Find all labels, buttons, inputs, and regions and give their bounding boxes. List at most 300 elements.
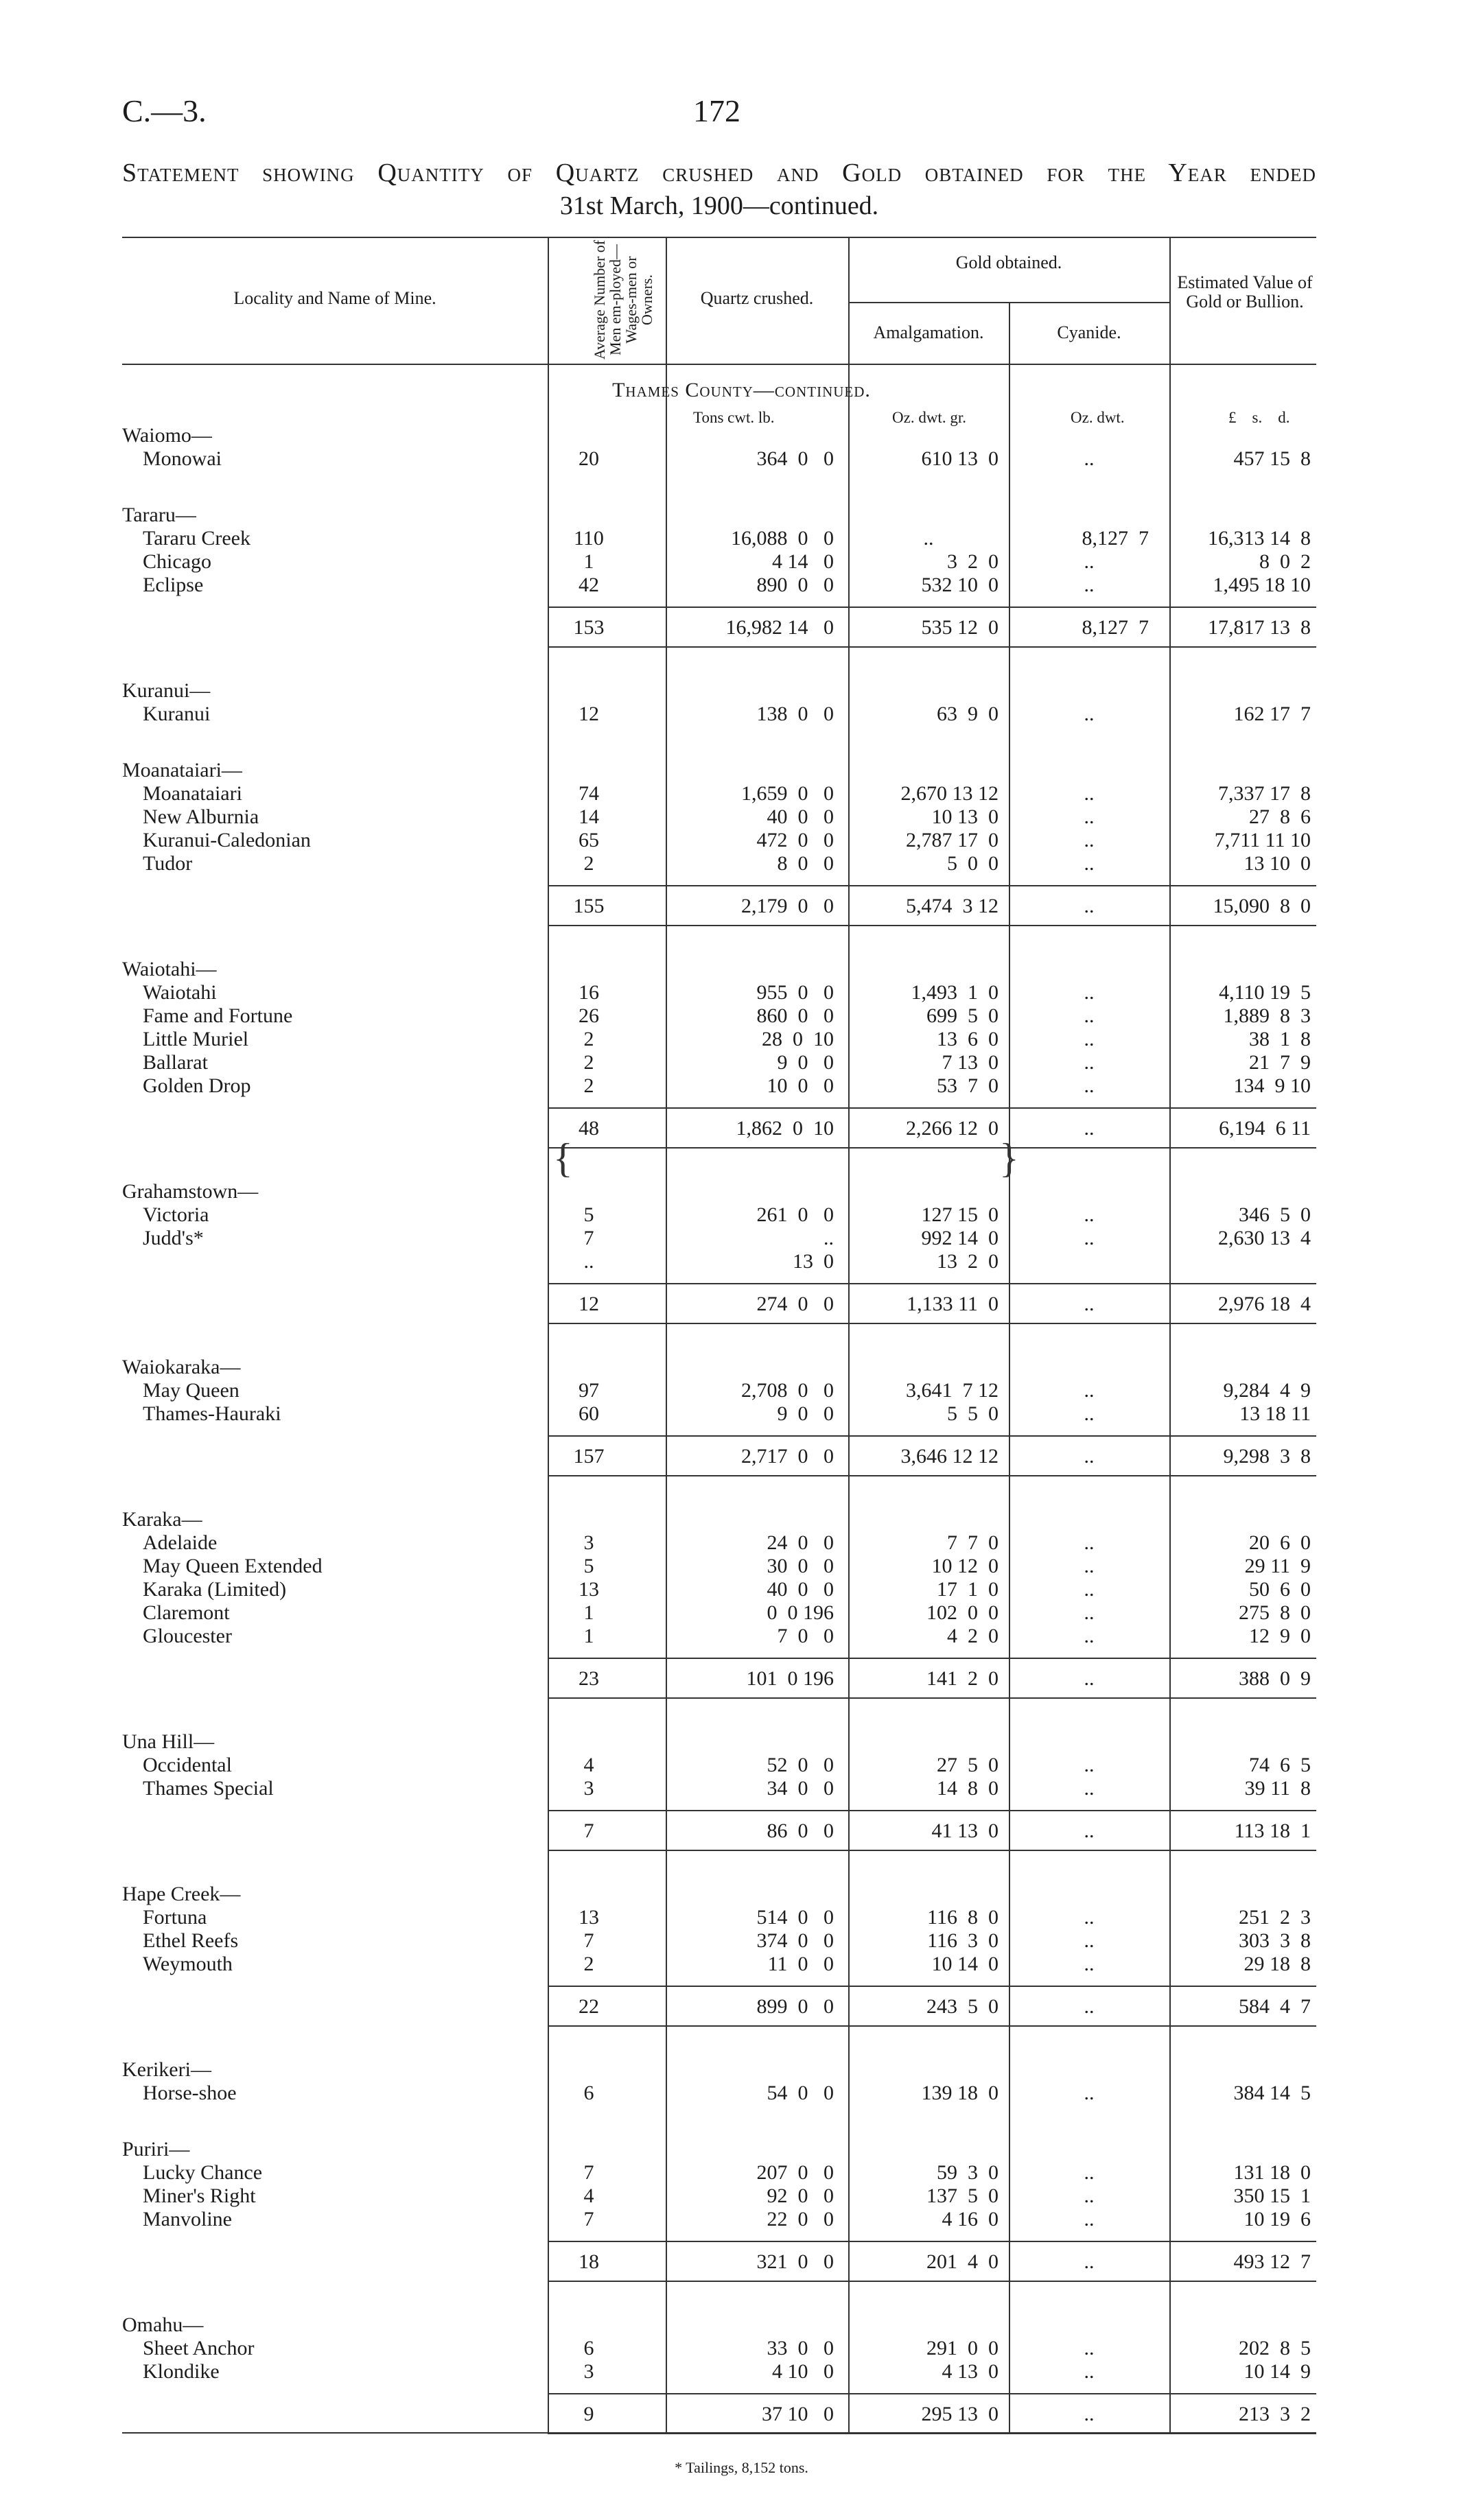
subtotal-rule	[548, 1658, 1316, 1659]
subtotal-row-cyanide: ..	[1084, 1667, 1095, 1690]
mine-row-men: 20	[579, 447, 599, 470]
footnote: * Tailings, 8,152 tons.	[675, 2459, 808, 2476]
mine-row-quartz: 207 0 0	[756, 2161, 834, 2184]
mine-name: Lucky Chance	[143, 2161, 263, 2184]
mine-name: Fortuna	[143, 1906, 207, 1929]
mine-row-men: 7	[583, 2161, 594, 2184]
mine-row-cyanide: ..	[1084, 1074, 1095, 1097]
group-heading: Kerikeri—	[122, 2058, 211, 2081]
group-heading: Moanataiari—	[122, 759, 242, 781]
mine-row-amalgamation: 1,493 1 0	[911, 981, 999, 1004]
units-cyanide: Oz. dwt.	[1071, 409, 1125, 426]
mine-name: May Queen	[143, 1379, 240, 1402]
subtotal-row-men: 12	[579, 1293, 599, 1315]
mine-row-cyanide: ..	[1084, 782, 1095, 805]
mine-row-quartz: 955 0 0	[756, 981, 834, 1004]
mine-row-quartz: 40 0 0	[767, 1578, 834, 1601]
subtotal-row-amalgamation: 3,646 12 12	[900, 1445, 999, 1468]
mine-row-value: 8 0 2	[1259, 550, 1311, 573]
subtotal-row-men: 22	[579, 1995, 599, 2018]
subtotal-row-quartz: 86 0 0	[767, 1820, 834, 1842]
header-bottom-rule	[122, 364, 1316, 365]
mine-row-cyanide: ..	[1084, 2360, 1095, 2383]
mine-row-cyanide: ..	[1084, 1625, 1095, 1647]
mine-row-value: 50 6 0	[1249, 1578, 1311, 1601]
subtotal-rule-bottom	[548, 1147, 1316, 1149]
mine-row-men: 2	[583, 1074, 594, 1097]
mine-row-men: 7	[583, 1929, 594, 1952]
mine-row-men: 13	[579, 1906, 599, 1929]
mine-row-quartz: 4 10 0	[772, 2360, 834, 2383]
statement-title	[122, 158, 1316, 188]
mine-row-quartz: 860 0 0	[756, 1004, 834, 1027]
subtotal-row-value: 388 0 9	[1239, 1667, 1311, 1690]
mine-row-amalgamation: 10 12 0	[931, 1555, 999, 1577]
subtotal-row-value: 113 18 1	[1234, 1820, 1311, 1842]
subtotal-row-cyanide: ..	[1084, 1995, 1095, 2018]
mine-row-amalgamation: 10 14 0	[931, 1953, 999, 1975]
mine-row-men: 74	[579, 782, 599, 805]
col-rule-2	[666, 237, 667, 2432]
header-amalgamation: Amalgamation.	[873, 322, 984, 342]
subtotal-row-quartz: 274 0 0	[756, 1293, 834, 1315]
subtotal-row-amalgamation: 2,266 12 0	[906, 1117, 999, 1140]
mine-row-cyanide: ..	[1084, 550, 1095, 573]
mine-row-men: 97	[579, 1379, 599, 1402]
mine-name: Chicago	[143, 550, 211, 573]
subtotal-row-men: 9	[583, 2403, 594, 2425]
mine-row-value: 4,110 19 5	[1219, 981, 1311, 1004]
mine-row-quartz: 9 0 0	[777, 1051, 834, 1074]
subtotal-rule-bottom	[548, 1850, 1316, 1851]
mine-row-value: 384 14 5	[1233, 2082, 1311, 2104]
statement-subtitle: 31st March, 1900—continued.	[559, 191, 879, 220]
mine-row-cyanide: ..	[1084, 1754, 1095, 1776]
mine-row-men: 26	[579, 1004, 599, 1027]
mine-row-value: 74 6 5	[1249, 1754, 1311, 1776]
mine-row-men: 7	[583, 2208, 594, 2230]
group-heading: Waiokaraka—	[122, 1356, 241, 1378]
mine-row-men: 42	[579, 574, 599, 596]
mine-row-amalgamation: 14 8 0	[937, 1777, 999, 1800]
mine-row-quartz: 4 14 0	[772, 550, 834, 573]
mine-row-cyanide: ..	[1084, 1379, 1095, 1402]
statement-title-text: Statement showing Quantity of Quartz crushed and Gold obtained for the Year ended	[122, 158, 1316, 187]
mine-row-quartz: 2,708 0 0	[741, 1379, 834, 1402]
mine-row-amalgamation: 3 2 0	[947, 550, 999, 573]
mine-row-amalgamation: 17 1 0	[937, 1578, 999, 1601]
mine-row-quartz: 8 0 0	[777, 852, 834, 875]
subtotal-row-amalgamation: 141 2 0	[926, 1667, 999, 1690]
mine-row-value: 275 8 0	[1239, 1601, 1311, 1624]
mine-name: Judd's*	[143, 1227, 204, 1249]
mine-row-men: 3	[583, 2360, 594, 2383]
subtotal-row-cyanide: ..	[1084, 2250, 1095, 2273]
mine-row-amalgamation: 59 3 0	[937, 2161, 999, 2184]
mine-row-quartz: 9 0 0	[777, 1402, 834, 1425]
mine-row-amalgamation: 7 7 0	[947, 1531, 999, 1554]
mine-row-value: 251 2 3	[1239, 1906, 1311, 1929]
header-estimated-value: Estimated Value of Gold or Bullion.	[1177, 272, 1313, 311]
subtotal-row-cyanide: ..	[1084, 1445, 1095, 1468]
mine-row-quartz: 33 0 0	[767, 2337, 834, 2359]
mine-row-cyanide: ..	[1084, 1601, 1095, 1624]
subtotal-rule	[548, 1435, 1316, 1437]
subtotal-row-quartz: 321 0 0	[756, 2250, 834, 2273]
mine-row-men: 5	[583, 1203, 594, 1226]
mine-row-value: 303 3 8	[1239, 1929, 1311, 1952]
subtotal-rule	[548, 2241, 1316, 2242]
mine-row-value: 457 15 8	[1233, 447, 1311, 470]
units-value: £ s. d.	[1228, 409, 1290, 426]
subtotal-row-quartz: 2,179 0 0	[741, 895, 834, 917]
mine-name: Klondike	[143, 2360, 220, 2383]
mine-name: Ethel Reefs	[143, 1929, 239, 1952]
mine-row-men: 2	[583, 1051, 594, 1074]
mine-row-men: 5	[583, 1555, 594, 1577]
group-heading: Una Hill—	[122, 1730, 215, 1753]
subtotal-row-amalgamation: 1,133 11 0	[907, 1293, 999, 1315]
mine-row-cyanide: ..	[1084, 852, 1095, 875]
mine-row-cyanide: ..	[1084, 2161, 1095, 2184]
subtotal-row-value: 17,817 13 8	[1208, 616, 1311, 639]
mine-row-value: 1,889 8 3	[1223, 1004, 1311, 1027]
mine-row-amalgamation: 13 6 0	[937, 1028, 999, 1050]
mine-row-quartz: 7 0 0	[777, 1625, 834, 1647]
mine-row-quartz: 24 0 0	[767, 1531, 834, 1554]
mine-row-amalgamation: 10 13 0	[931, 805, 999, 828]
mine-row-cyanide: ..	[1084, 703, 1095, 725]
county-heading	[0, 379, 1483, 402]
units-amalgamation: Oz. dwt. gr.	[892, 409, 966, 426]
mine-row-value: 27 8 6	[1249, 805, 1311, 828]
subtotal-row-quartz: 16,982 14 0	[725, 616, 834, 639]
mine-row-quartz: 472 0 0	[756, 829, 834, 851]
mine-row-quartz: 0 0 196	[767, 1601, 834, 1624]
mine-row-value: 12 9 0	[1249, 1625, 1311, 1647]
subtotal-row-quartz: 1,862 0 10	[736, 1117, 834, 1140]
mine-row-value: 29 11 9	[1244, 1555, 1311, 1577]
group-heading: Waiomo—	[122, 424, 212, 447]
table-top-rule	[122, 237, 1316, 238]
judds-left-brace: {	[553, 1135, 573, 1181]
mine-row-men: 6	[583, 2082, 594, 2104]
mine-row-value: 38 1 8	[1249, 1028, 1311, 1050]
mine-row-value: 10 14 9	[1243, 2360, 1311, 2383]
mine-row-value: 13 18 11	[1239, 1402, 1311, 1425]
mine-name: Moanataiari	[143, 782, 242, 805]
mine-name: Eclipse	[143, 574, 204, 596]
mine-row-value: 29 18 8	[1243, 1953, 1311, 1975]
subtotal-rule	[548, 607, 1316, 608]
mine-row-men: 1	[583, 1625, 594, 1647]
mine-row-amalgamation: 699 5 0	[926, 1004, 999, 1027]
subtotal-row-amalgamation: 243 5 0	[926, 1995, 999, 2018]
mine-row-value: 2,630 13 4	[1218, 1227, 1311, 1249]
mine-row-amalgamation: 291 0 0	[926, 2337, 999, 2359]
mine-row-quartz: 11 0 0	[767, 1953, 834, 1975]
mine-row-cyanide: ..	[1084, 1578, 1095, 1601]
mine-row-cyanide: ..	[1084, 574, 1095, 596]
mine-row-cyanide: ..	[1084, 1929, 1095, 1952]
subtotal-rule-bottom	[548, 2025, 1316, 2027]
subtotal-row-amalgamation: 535 12 0	[921, 616, 999, 639]
mine-name: Occidental	[143, 1754, 232, 1776]
mine-name: Waiotahi	[143, 981, 217, 1004]
mine-row-value: 7,337 17 8	[1218, 782, 1311, 805]
mine-row-men: 4	[583, 1754, 594, 1776]
col-rule-3	[848, 237, 850, 2432]
mine-row-cyanide: ..	[1084, 447, 1095, 470]
header-quartz: Quartz crushed.	[700, 288, 814, 308]
mine-row-amalgamation: 53 7 0	[937, 1074, 999, 1097]
mine-name: Weymouth	[143, 1953, 233, 1975]
subtotal-row-amalgamation: 201 4 0	[926, 2250, 999, 2273]
mine-row-quartz: 22 0 0	[767, 2208, 834, 2230]
mine-row-value: 350 15 1	[1233, 2185, 1311, 2207]
units-quartz: Tons cwt. lb.	[693, 409, 775, 426]
mine-row-men: 13	[579, 1578, 599, 1601]
mine-row-value: 202 8 5	[1239, 2337, 1311, 2359]
mine-name: Fame and Fortune	[143, 1004, 293, 1027]
mine-row-cyanide: ..	[1084, 2337, 1095, 2359]
mine-row-amalgamation: 5 0 0	[947, 852, 999, 875]
mine-name: Sheet Anchor	[143, 2337, 255, 2359]
mine-row-amalgamation: 4 2 0	[947, 1625, 999, 1647]
mine-row-cyanide: ..	[1084, 1402, 1095, 1425]
mine-row-amalgamation: 2,670 13 12	[900, 782, 999, 805]
mine-row-amalgamation: 63 9 0	[937, 703, 999, 725]
mine-row-value: 162 17 7	[1233, 703, 1311, 725]
mine-row-men: 60	[579, 1402, 599, 1425]
mine-row-amalgamation: 610 13 0	[921, 447, 999, 470]
mine-name: Golden Drop	[143, 1074, 251, 1097]
mine-row-value: 7,711 11 10	[1214, 829, 1311, 851]
subtotal-row-men: 18	[579, 2250, 599, 2273]
subtotal-rule-bottom	[548, 1697, 1316, 1699]
subtotal-row-men: 155	[573, 895, 605, 917]
mine-row-amalgamation: 139 18 0	[921, 2082, 999, 2104]
mine-row-cyanide: ..	[1084, 1051, 1095, 1074]
mine-row-men: 3	[583, 1531, 594, 1554]
subtotal-rule-bottom	[548, 1323, 1316, 1324]
header-gold-obtained: Gold obtained.	[955, 252, 1062, 272]
county-heading-text: Thames County—continued.	[612, 379, 871, 401]
mine-row-quartz: 34 0 0	[767, 1777, 834, 1800]
mine-row-men: 3	[583, 1777, 594, 1800]
header-cyanide: Cyanide.	[1057, 322, 1121, 342]
subtotal-row-quartz: 899 0 0	[756, 1995, 834, 2018]
group-heading: Waiotahi—	[122, 958, 217, 980]
subtotal-row-value: 9,298 3 8	[1223, 1445, 1311, 1468]
mine-row-quartz: 92 0 0	[767, 2185, 834, 2207]
mine-row-amalgamation: 532 10 0	[921, 574, 999, 596]
mine-row-cyanide: ..	[1084, 829, 1095, 851]
mine-row-quartz: 16,088 0 0	[731, 527, 834, 550]
mine-row-cyanide: ..	[1084, 1906, 1095, 1929]
mine-name: Ballarat	[143, 1051, 208, 1074]
subtotal-row-men: 153	[573, 616, 605, 639]
mine-row-amalgamation: 116 8 0	[927, 1906, 999, 1929]
mine-name: Adelaide	[143, 1531, 218, 1554]
page-number: 172	[693, 93, 740, 128]
mine-name: Thames-Hauraki	[143, 1402, 281, 1425]
mine-row-quartz: 30 0 0	[767, 1555, 834, 1577]
mine-row-men: 6	[583, 2337, 594, 2359]
subtotal-row-value: 2,976 18 4	[1218, 1293, 1311, 1315]
header-men-cell	[548, 237, 666, 364]
report-code: C.—3.	[122, 93, 207, 128]
mine-row-quartz: 514 0 0	[756, 1906, 834, 1929]
mine-row-amalgamation: 3,641 7 12	[906, 1379, 999, 1402]
mine-row-cyanide: ..	[1084, 1227, 1095, 1249]
mine-row-amalgamation: 4 13 0	[942, 2360, 999, 2383]
mine-row-quartz: 10 0 0	[767, 1074, 834, 1097]
mine-name: New Alburnia	[143, 805, 259, 828]
subtotal-rule	[548, 1107, 1316, 1109]
mine-row-cyanide: ..	[1084, 1004, 1095, 1027]
col-rule-5	[1169, 237, 1171, 2432]
subtotal-rule	[548, 1986, 1316, 1987]
mine-name: Manvoline	[143, 2208, 232, 2230]
mine-name: Tudor	[143, 852, 193, 875]
mine-row-amalgamation: 2,787 17 0	[906, 829, 999, 851]
mine-row-cyanide: ..	[1084, 1531, 1095, 1554]
mine-row-men: 2	[583, 852, 594, 875]
col-rule-1	[548, 237, 549, 2432]
subtotal-rule-bottom	[548, 1475, 1316, 1476]
mine-row-value: 9,284 4 9	[1223, 1379, 1311, 1402]
mine-name: Karaka (Limited)	[143, 1578, 287, 1601]
mine-row-cyanide: ..	[1084, 805, 1095, 828]
subtotal-row-cyanide: ..	[1084, 2403, 1095, 2425]
mine-row-value: 16,313 14 8	[1208, 527, 1311, 550]
subtotal-row-men: 7	[583, 1820, 594, 1842]
mine-row-cyanide: ..	[1084, 1203, 1095, 1226]
header-locality: Locality and Name of Mine.	[233, 288, 436, 308]
subtotal-row-value: 6,194 6 11	[1219, 1117, 1311, 1140]
group-heading: Omahu—	[122, 2313, 204, 2336]
mine-row-value: 346 5 0	[1239, 1203, 1311, 1226]
subtotal-row-value: 213 3 2	[1239, 2403, 1311, 2425]
mine-row-men: 1	[583, 550, 594, 573]
mine-name: Thames Special	[143, 1777, 274, 1800]
group-heading: Grahamstown—	[122, 1180, 259, 1203]
mine-row-men: 2	[583, 1028, 594, 1050]
subtotal-row-cyanide: 8,127 7	[1082, 616, 1149, 639]
mine-row-value: 131 18 0	[1233, 2161, 1311, 2184]
mine-row-quartz: 52 0 0	[767, 1754, 834, 1776]
mine-name: Tararu Creek	[143, 527, 250, 550]
mine-row-amalgamation: 13 2 0	[937, 1250, 999, 1273]
mine-row-men: 2	[583, 1953, 594, 1975]
subtotal-row-men: 23	[579, 1667, 599, 1690]
mine-row-value: 39 11 8	[1244, 1777, 1311, 1800]
mine-row-quartz: ..	[824, 1227, 834, 1249]
mine-row-cyanide: ..	[1084, 1555, 1095, 1577]
subtotal-row-cyanide: ..	[1084, 1820, 1095, 1842]
mine-row-quartz: 138 0 0	[756, 703, 834, 725]
subtotal-row-cyanide: ..	[1084, 895, 1095, 917]
subtotal-rule-bottom	[548, 646, 1316, 648]
mine-name: Horse-shoe	[143, 2082, 237, 2104]
mine-row-amalgamation: 992 14 0	[921, 1227, 999, 1249]
mine-name: Kuranui-Caledonian	[143, 829, 311, 851]
subtotal-row-value: 15,090 8 0	[1213, 895, 1311, 917]
mine-row-cyanide: 8,127 7	[1082, 527, 1149, 550]
subtotal-row-cyanide: ..	[1084, 1293, 1095, 1315]
mine-row-value: 134 9 10	[1233, 1074, 1311, 1097]
mine-name: Victoria	[143, 1203, 209, 1226]
col-rule-4	[1009, 302, 1010, 2432]
mine-row-men: 4	[583, 2185, 594, 2207]
mine-row-value: 13 10 0	[1243, 852, 1311, 875]
mine-row-cyanide: ..	[1084, 2208, 1095, 2230]
mine-row-value: 20 6 0	[1249, 1531, 1311, 1554]
mine-row-quartz: 28 0 10	[762, 1028, 834, 1050]
mine-row-cyanide: ..	[1084, 1777, 1095, 1800]
subtotal-row-amalgamation: 295 13 0	[921, 2403, 999, 2425]
mine-row-value: 10 19 6	[1243, 2208, 1311, 2230]
mine-row-amalgamation: 27 5 0	[937, 1754, 999, 1776]
mine-row-quartz: 364 0 0	[756, 447, 834, 470]
mine-row-amalgamation: ..	[923, 527, 934, 550]
mine-row-amalgamation: 127 15 0	[921, 1203, 999, 1226]
subtotal-row-value: 584 4 7	[1239, 1995, 1311, 2018]
mine-name: Gloucester	[143, 1625, 232, 1647]
mine-row-quartz: 54 0 0	[767, 2082, 834, 2104]
mine-row-men: 1	[583, 1601, 594, 1624]
mine-row-quartz: 261 0 0	[756, 1203, 834, 1226]
group-heading: Tararu—	[122, 504, 196, 526]
mine-row-amalgamation: 137 5 0	[926, 2185, 999, 2207]
mine-row-amalgamation: 4 16 0	[942, 2208, 999, 2230]
subtotal-row-quartz: 101 0 196	[746, 1667, 834, 1690]
header-men: Average Number of Men em-ployed—Wages-men or Owners.	[591, 239, 655, 360]
subtotal-rule-bottom	[548, 2433, 1316, 2434]
mine-row-amalgamation: 102 0 0	[926, 1601, 999, 1624]
mine-name: Kuranui	[143, 703, 211, 725]
group-heading: Puriri—	[122, 2138, 190, 2160]
mine-row-quartz: 890 0 0	[756, 574, 834, 596]
subtotal-row-quartz: 2,717 0 0	[741, 1445, 834, 1468]
mine-row-men: 12	[579, 703, 599, 725]
judds-right-brace: }	[999, 1135, 1019, 1181]
mine-name: Little Muriel	[143, 1028, 249, 1050]
mine-row-quartz: 1,659 0 0	[741, 782, 834, 805]
mine-row-cyanide: ..	[1084, 981, 1095, 1004]
mine-row-quartz: 374 0 0	[756, 1929, 834, 1952]
subtotal-row-men: 157	[573, 1445, 605, 1468]
subtotal-rule-bottom	[548, 925, 1316, 926]
subtotal-row-cyanide: ..	[1084, 1117, 1095, 1140]
mine-row-amalgamation: 116 3 0	[927, 1929, 999, 1952]
mine-row-cyanide: ..	[1084, 1028, 1095, 1050]
mine-row-value: 1,495 18 10	[1213, 574, 1311, 596]
mine-row-quartz: 13 0	[793, 1250, 834, 1273]
group-heading: Kuranui—	[122, 679, 211, 702]
subtotal-row-value: 493 12 7	[1233, 2250, 1311, 2273]
mine-name: May Queen Extended	[143, 1555, 323, 1577]
mine-name: Claremont	[143, 1601, 230, 1624]
subtotal-row-amalgamation: 41 13 0	[931, 1820, 999, 1842]
subtotal-rule	[548, 2393, 1316, 2394]
subtotal-row-quartz: 37 10 0	[762, 2403, 834, 2425]
mine-row-amalgamation: 7 13 0	[942, 1051, 999, 1074]
mine-row-men: 16	[579, 981, 599, 1004]
mine-row-men: 14	[579, 805, 599, 828]
subtotal-rule-bottom	[548, 2281, 1316, 2282]
